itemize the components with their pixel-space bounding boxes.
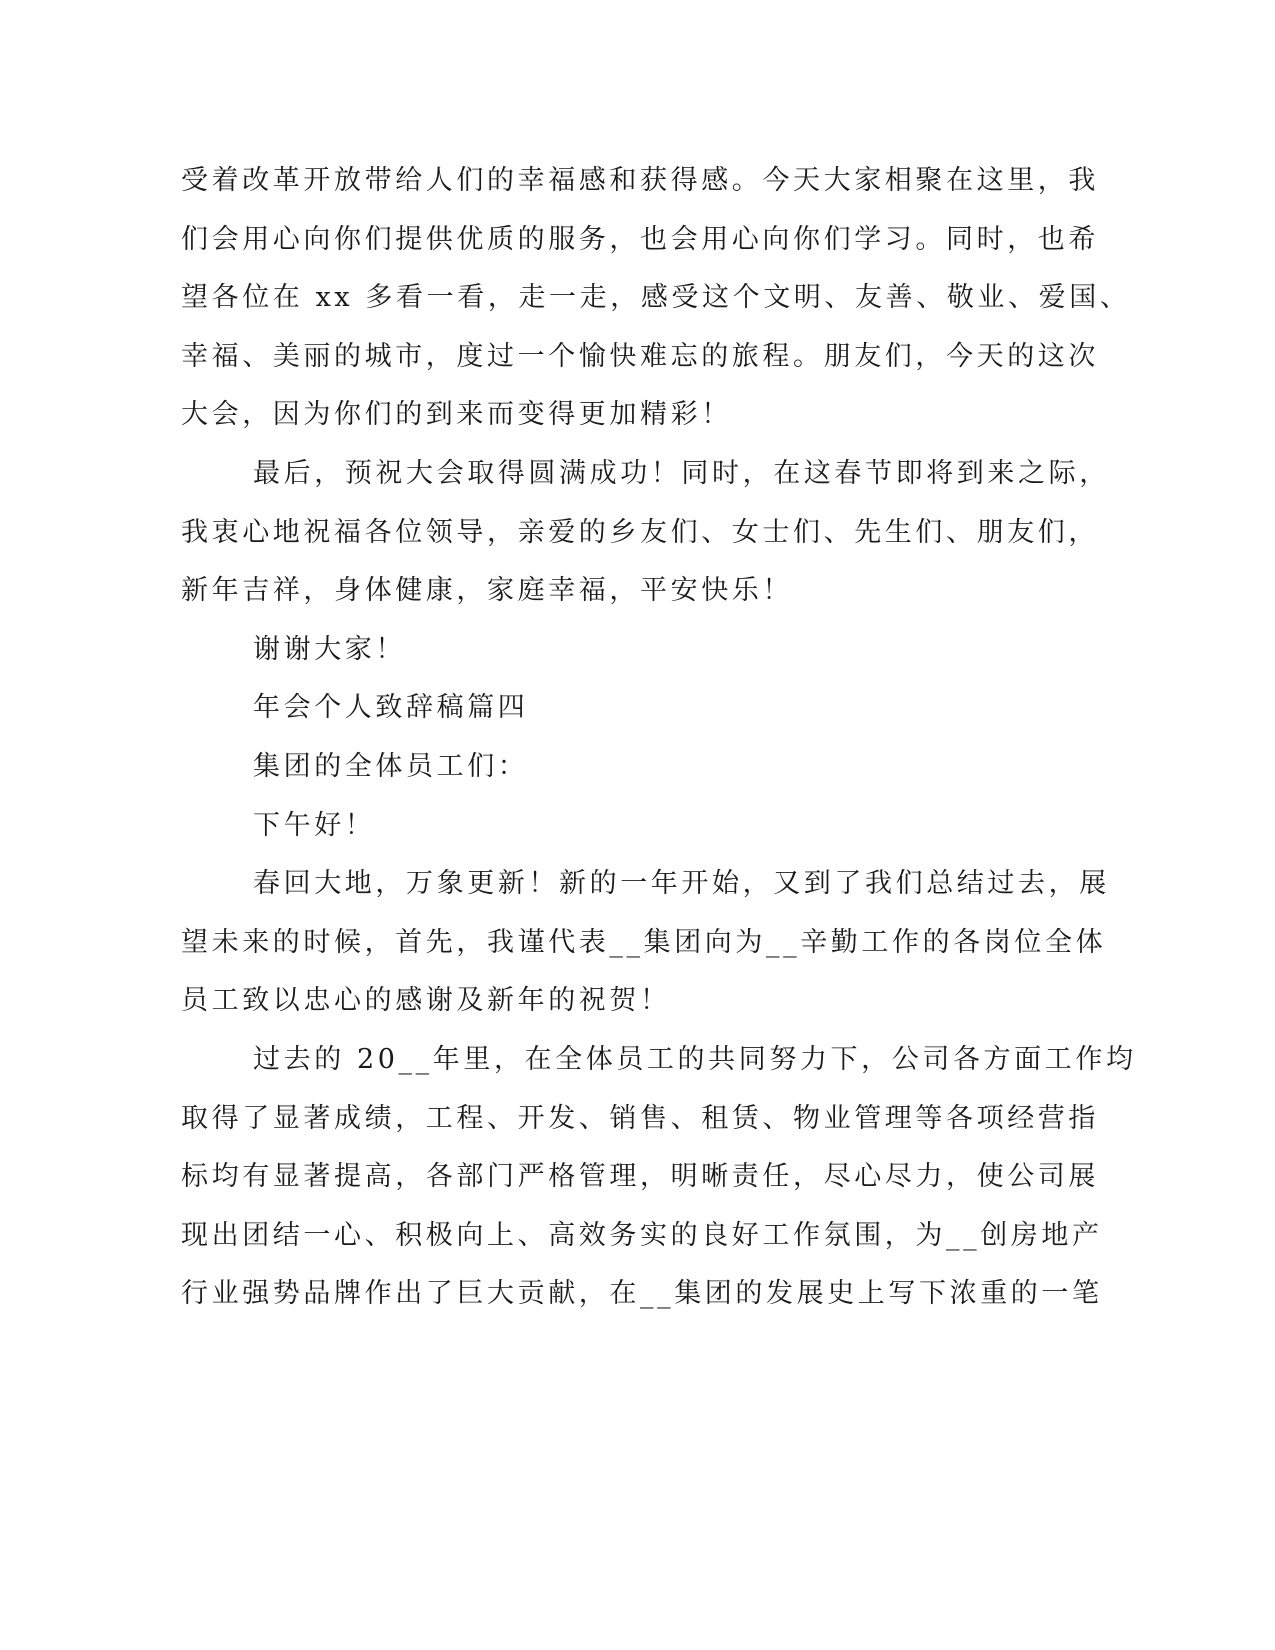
paragraph-start-line: 过去的 20__年里，在全体员工的共同努力下，公司各方面工作均 [253, 1043, 1137, 1075]
document-body [181, 152, 1137, 1324]
text-line: 现出团结一心、积极向上、高效务实的良好工作氛围，为__创房地产 [181, 1219, 1103, 1251]
text-line: 们会用心向你们提供优质的服务，也会用心向你们学习。同时，也希 [181, 223, 1099, 255]
text-line: 受着改革开放带给人们的幸福感和获得感。今天大家相聚在这里，我 [181, 165, 1099, 196]
text-line: 大会，因为你们的到来而变得更加精彩！ [181, 399, 732, 431]
text-line: 标均有显著提高，各部门严格管理，明晰责任，尽心尽力，使公司展 [181, 1161, 1099, 1193]
section-heading: 年会个人致辞稿篇四 [253, 692, 529, 724]
text-line: 我衷心地祝福各位领导，亲爱的乡友们、女士们、先生们、朋友们， [181, 516, 1099, 548]
closing-thanks: 谢谢大家！ [253, 633, 406, 665]
text-line: 行业强势品牌作出了巨大贡献，在__集团的发展史上写下浓重的一笔 [181, 1278, 1103, 1310]
text-line: 取得了显著成绩，工程、开发、销售、租赁、物业管理等各项经营指 [181, 1102, 1099, 1134]
text-line: 员工致以忠心的感谢及新年的祝贺！ [181, 985, 671, 1017]
paragraph-start-line: 春回大地，万象更新！新的一年开始，又到了我们总结过去，展 [253, 868, 1110, 900]
paragraph-start-line: 最后，预祝大会取得圆满成功！同时，在这春节即将到来之际， [253, 457, 1110, 489]
salutation: 集团的全体员工们： [253, 750, 529, 782]
greeting: 下午好！ [253, 809, 376, 841]
text-line: 望各位在 xx 多看一看，走一走，感受这个文明、友善、敬业、爱国、 [181, 282, 1131, 314]
text-line: 新年吉祥，身体健康，家庭幸福，平安快乐！ [181, 575, 793, 607]
text-line: 幸福、美丽的城市，度过一个愉快难忘的旅程。朋友们，今天的这次 [181, 340, 1099, 372]
text-line: 望未来的时候，首先，我谨代表__集团向为__辛勤工作的各岗位全体 [181, 926, 1107, 958]
